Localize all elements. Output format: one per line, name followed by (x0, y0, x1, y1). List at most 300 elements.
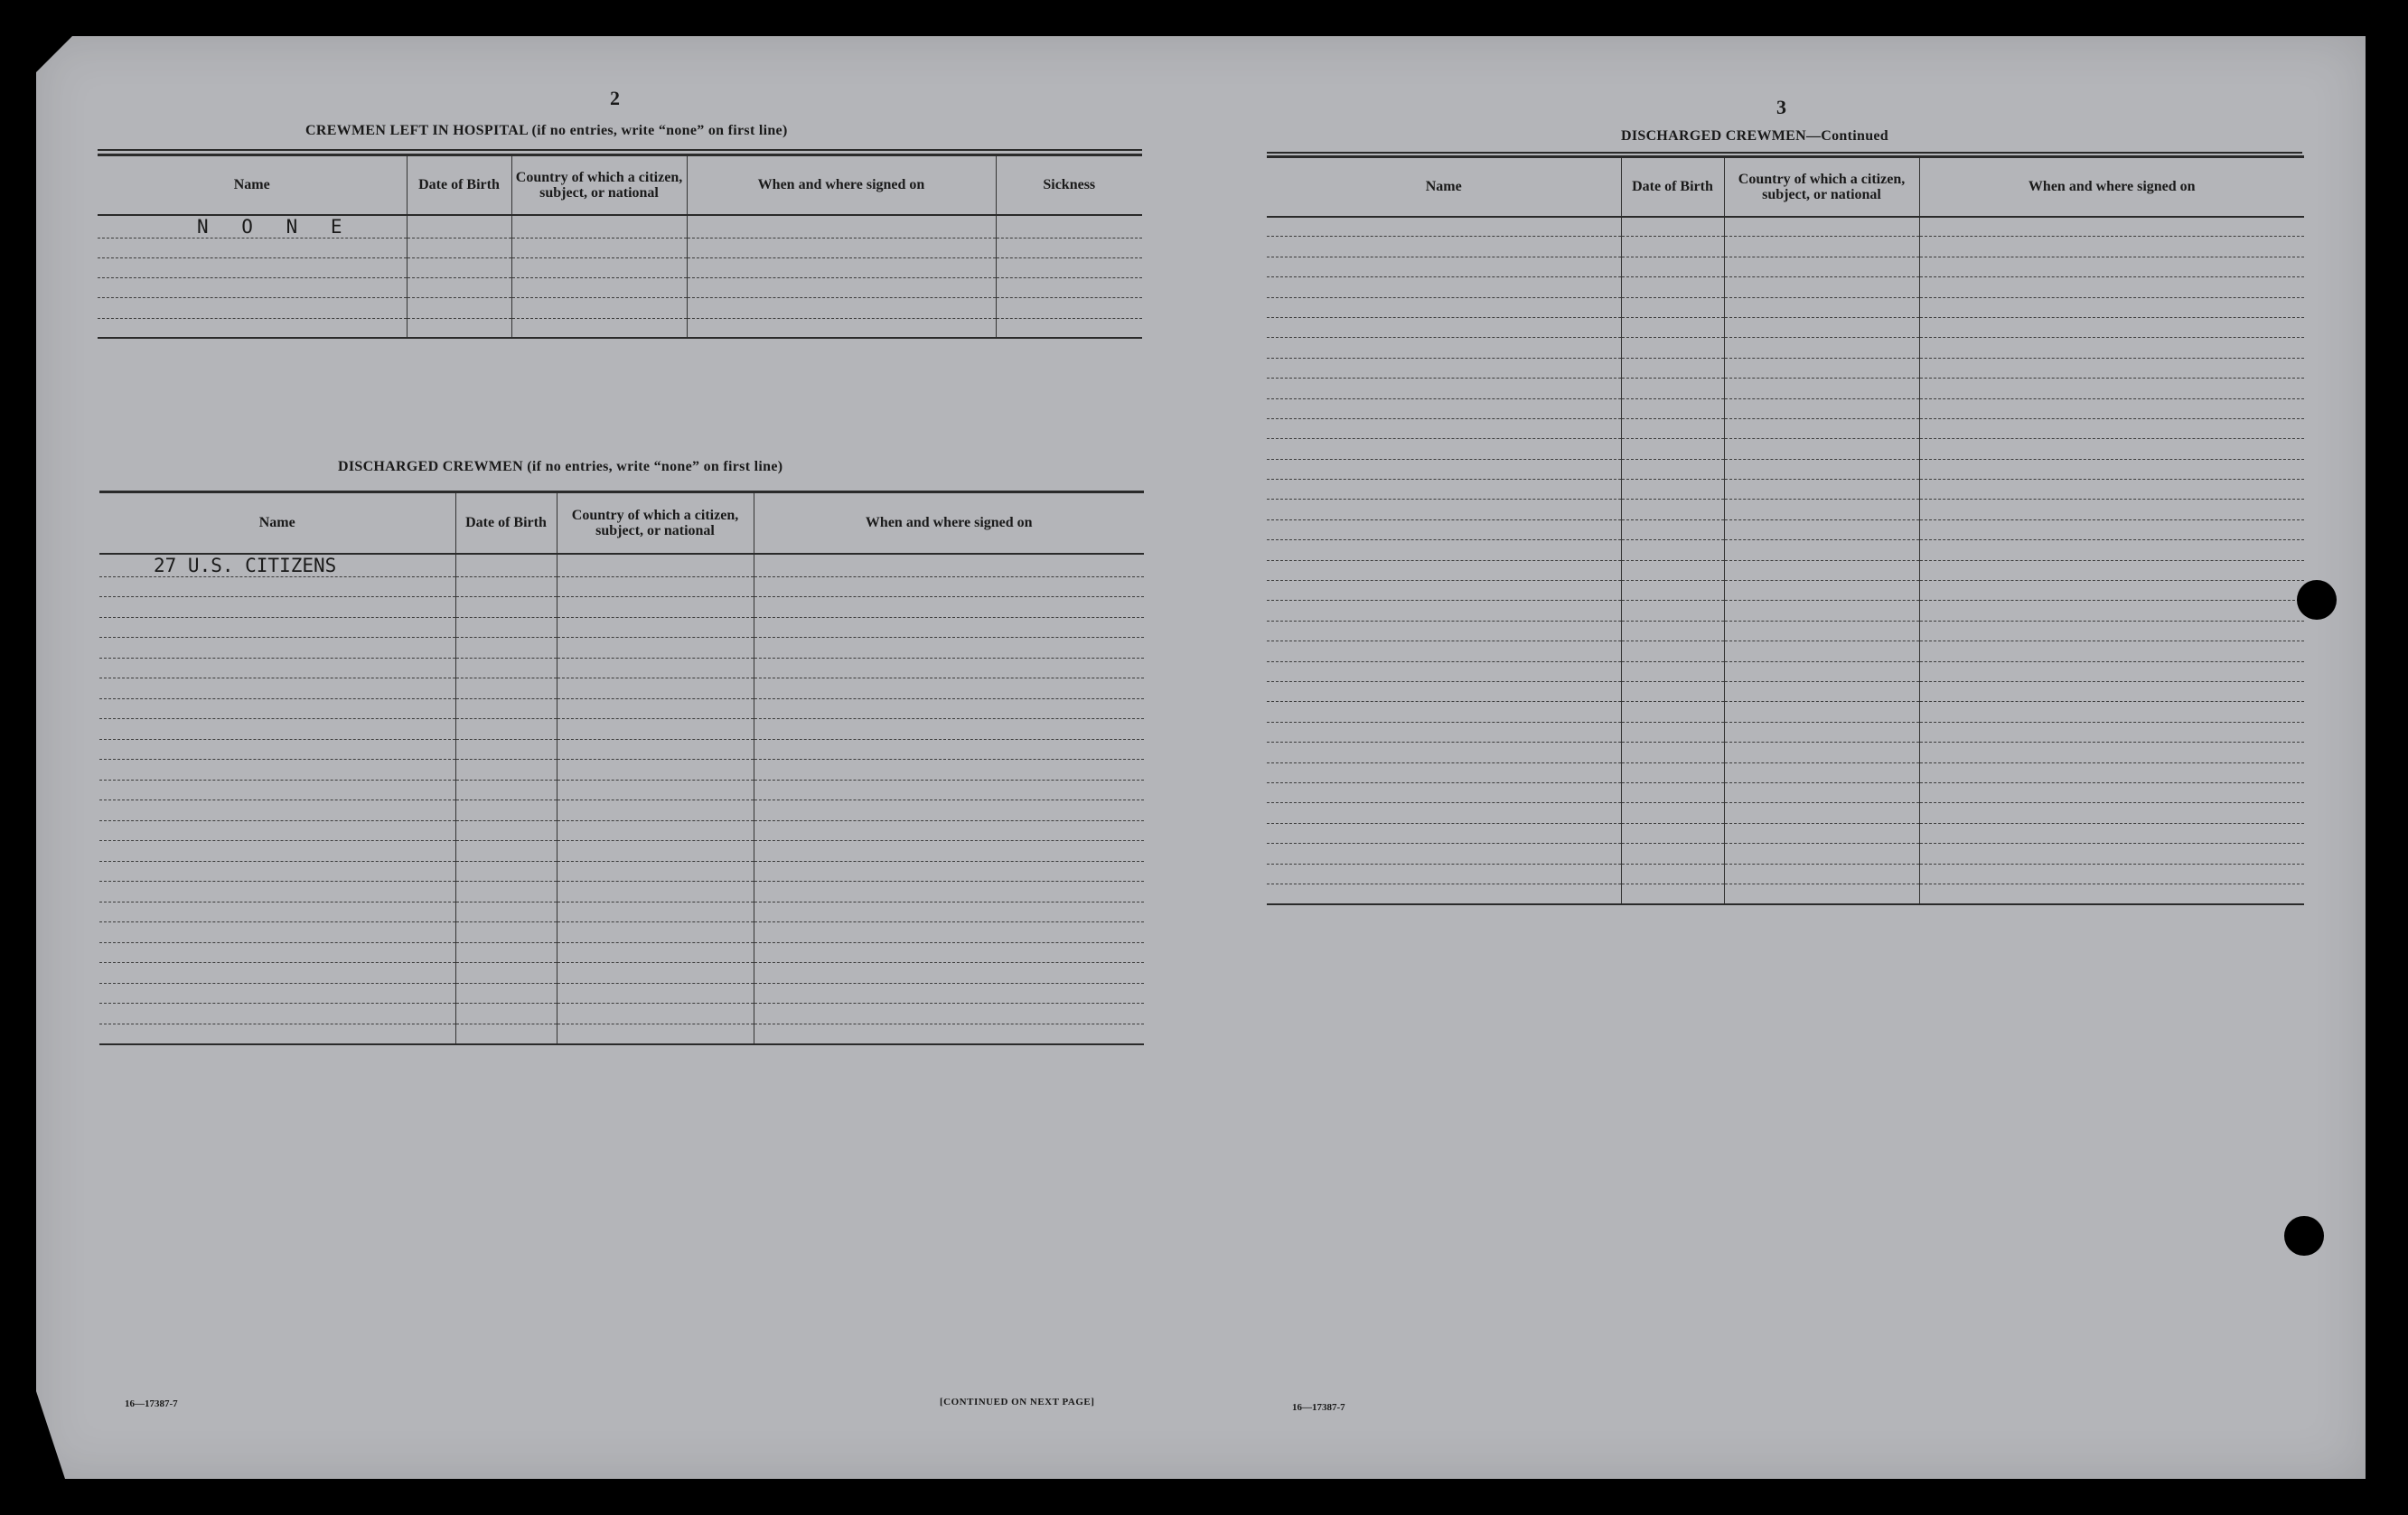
table-cell (557, 800, 754, 821)
table-row (98, 215, 1142, 238)
table-cell (1621, 257, 1724, 276)
table-cell (1621, 459, 1724, 479)
discharged-continued-table (1267, 155, 2304, 905)
top-rule (1267, 152, 2302, 154)
table-cell (754, 1024, 1144, 1044)
table-cell (557, 902, 754, 922)
table-cell (455, 658, 557, 678)
table-cell (511, 318, 687, 338)
name-cell (1267, 379, 1621, 398)
header-sickness: Sickness (996, 155, 1142, 215)
header-date-of-birth: Date of Birth (1621, 157, 1724, 217)
table-cell (754, 861, 1144, 882)
table-cell (557, 861, 754, 882)
table-row (98, 318, 1142, 338)
table-cell (1919, 803, 2304, 823)
table-cell (1919, 560, 2304, 580)
table-cell (1919, 439, 2304, 459)
table-cell (1724, 317, 1919, 337)
table-cell (455, 922, 557, 943)
table-cell (1621, 844, 1724, 864)
header-country: Country of which a citizen, subject, or national (557, 492, 754, 554)
table-cell (1919, 379, 2304, 398)
table-row (98, 238, 1142, 257)
table-row (99, 780, 1144, 800)
name-cell (99, 861, 455, 882)
table-cell (1621, 884, 1724, 903)
table-cell (1724, 823, 1919, 843)
table-cell (1919, 418, 2304, 438)
table-cell (557, 882, 754, 902)
table-row (1267, 540, 2304, 560)
name-cell (99, 841, 455, 862)
table-cell (1621, 358, 1724, 378)
table-cell (557, 922, 754, 943)
page-number: 3 (1776, 96, 1786, 118)
table-cell (1724, 803, 1919, 823)
table-cell (407, 257, 511, 277)
table-row (1267, 661, 2304, 681)
header-date-of-birth: Date of Birth (455, 492, 557, 554)
table-cell (1724, 500, 1919, 519)
table-row (1267, 358, 2304, 378)
table-cell (1724, 641, 1919, 661)
table-cell (407, 215, 511, 238)
table-cell (557, 698, 754, 719)
table-cell (557, 739, 754, 760)
discharged-table (99, 491, 1144, 1045)
table-cell (1724, 480, 1919, 500)
continued-note: [CONTINUED ON NEXT PAGE] (940, 1397, 1095, 1407)
table-row (1267, 297, 2304, 317)
name-cell (99, 597, 455, 618)
table-cell (455, 698, 557, 719)
table-cell (1919, 864, 2304, 884)
name-cell (99, 882, 455, 902)
name-cell (99, 658, 455, 678)
table-cell (1724, 661, 1919, 681)
punch-hole (2284, 1216, 2324, 1256)
table-cell (455, 942, 557, 963)
name-cell (1267, 237, 1621, 257)
name-cell (1267, 581, 1621, 601)
name-cell (99, 638, 455, 659)
name-cell (1267, 661, 1621, 681)
table-row (99, 597, 1144, 618)
table-cell (1621, 782, 1724, 802)
table-cell (557, 1024, 754, 1044)
table-row (1267, 418, 2304, 438)
table-row (1267, 480, 2304, 500)
name-cell (1267, 398, 1621, 418)
table-row (1267, 560, 2304, 580)
punch-hole (2297, 580, 2337, 620)
table-cell (1621, 418, 1724, 438)
name-cell (1267, 782, 1621, 802)
table-cell (687, 318, 996, 338)
table-cell (996, 257, 1142, 277)
table-cell (1724, 379, 1919, 398)
table-cell (1919, 540, 2304, 560)
table-cell (1724, 762, 1919, 782)
table-row (1267, 500, 2304, 519)
table-cell (1919, 398, 2304, 418)
table-cell (754, 902, 1144, 922)
table-cell (1919, 459, 2304, 479)
name-cell (99, 902, 455, 922)
name-cell (99, 983, 455, 1004)
name-cell (1267, 884, 1621, 903)
table-cell (1919, 762, 2304, 782)
name-cell: 27 U.S. CITIZENS (99, 554, 455, 577)
form-number: 16—17387-7 (1292, 1402, 1345, 1413)
folded-corner (36, 36, 72, 72)
table-cell (557, 678, 754, 699)
name-cell (99, 617, 455, 638)
torn-corner (36, 1391, 65, 1479)
table-cell (1919, 358, 2304, 378)
table-cell (687, 215, 996, 238)
table-cell (511, 215, 687, 238)
form-number: 16—17387-7 (125, 1398, 178, 1409)
table-cell (455, 678, 557, 699)
table-cell (455, 902, 557, 922)
table-cell (1621, 500, 1724, 519)
table-cell (754, 638, 1144, 659)
table-cell (557, 942, 754, 963)
header-signed-on: When and where signed on (687, 155, 996, 215)
table-cell (1621, 379, 1724, 398)
table-cell (455, 719, 557, 740)
table-cell (1724, 257, 1919, 276)
name-cell (99, 800, 455, 821)
name-cell (99, 963, 455, 984)
table-row (99, 963, 1144, 984)
table-cell (1724, 601, 1919, 621)
table-cell (1724, 722, 1919, 742)
table-cell (1919, 722, 2304, 742)
table-row (98, 298, 1142, 318)
table-cell (557, 658, 754, 678)
name-cell (1267, 641, 1621, 661)
name-cell (1267, 681, 1621, 701)
table-cell (996, 278, 1142, 298)
table-cell (1621, 681, 1724, 701)
table-cell (1621, 277, 1724, 297)
name-cell (1267, 297, 1621, 317)
table-cell (557, 1004, 754, 1024)
table-cell (1724, 782, 1919, 802)
table-cell (455, 617, 557, 638)
table-row (1267, 722, 2304, 742)
table-cell (1919, 621, 2304, 641)
table-cell (455, 576, 557, 597)
page-number: 2 (610, 87, 620, 109)
table-cell (754, 576, 1144, 597)
table-row (99, 760, 1144, 781)
table-cell (754, 963, 1144, 984)
hospital-section-title: CREWMEN LEFT IN HOSPITAL (if no entries, write “none” on first line) (305, 123, 788, 138)
table-row (1267, 823, 2304, 843)
table-cell (1621, 297, 1724, 317)
name-cell (1267, 338, 1621, 358)
table-row (98, 257, 1142, 277)
table-cell (1724, 581, 1919, 601)
table-cell (1621, 803, 1724, 823)
table-cell (754, 882, 1144, 902)
name-cell (1267, 823, 1621, 843)
name-cell (99, 942, 455, 963)
name-cell (99, 1004, 455, 1024)
table-row (1267, 338, 2304, 358)
table-cell (1724, 864, 1919, 884)
table-row (1267, 459, 2304, 479)
table-cell (1919, 277, 2304, 297)
table-cell (1621, 217, 1724, 237)
table-cell (1724, 560, 1919, 580)
hospital-table (98, 154, 1142, 339)
table-cell (1724, 237, 1919, 257)
table-row (1267, 743, 2304, 762)
table-row (1267, 237, 2304, 257)
name-cell (98, 278, 407, 298)
name-cell (98, 257, 407, 277)
table-cell (1919, 823, 2304, 843)
table-cell (455, 780, 557, 800)
table-cell (407, 298, 511, 318)
table-cell (455, 739, 557, 760)
table-cell (1724, 418, 1919, 438)
table-cell (996, 298, 1142, 318)
table-cell (754, 841, 1144, 862)
table-cell (455, 820, 557, 841)
table-cell (1621, 864, 1724, 884)
table-cell (1919, 297, 2304, 317)
name-cell (1267, 519, 1621, 539)
name-cell (99, 739, 455, 760)
table-cell (754, 780, 1144, 800)
table-row (98, 278, 1142, 298)
table-cell (557, 841, 754, 862)
table-cell (511, 238, 687, 257)
table-row (99, 719, 1144, 740)
table-cell (455, 861, 557, 882)
table-cell (754, 1004, 1144, 1024)
header-date-of-birth: Date of Birth (407, 155, 511, 215)
table-cell (1919, 641, 2304, 661)
table-row (99, 861, 1144, 882)
table-cell (1919, 237, 2304, 257)
name-cell: N O N E (98, 215, 407, 238)
name-cell (99, 1024, 455, 1044)
name-cell (1267, 864, 1621, 884)
name-cell (99, 698, 455, 719)
table-cell (1724, 844, 1919, 864)
table-cell (996, 238, 1142, 257)
name-cell (1267, 257, 1621, 276)
table-cell (1724, 743, 1919, 762)
table-cell (754, 658, 1144, 678)
table-cell (754, 820, 1144, 841)
table-row (99, 576, 1144, 597)
name-cell (99, 780, 455, 800)
table-row (99, 739, 1144, 760)
table-cell (687, 298, 996, 318)
table-row (99, 1024, 1144, 1044)
table-row (99, 902, 1144, 922)
name-cell (1267, 277, 1621, 297)
name-cell (98, 298, 407, 318)
table-cell (754, 554, 1144, 577)
name-cell (1267, 844, 1621, 864)
table-cell (455, 882, 557, 902)
name-cell (1267, 317, 1621, 337)
table-row (99, 841, 1144, 862)
name-cell (99, 576, 455, 597)
name-cell (99, 678, 455, 699)
table-row (1267, 702, 2304, 722)
table-cell (557, 554, 754, 577)
table-cell (1724, 884, 1919, 903)
table-cell (1724, 519, 1919, 539)
table-cell (1724, 459, 1919, 479)
table-cell (1621, 823, 1724, 843)
name-cell (99, 760, 455, 781)
table-cell (1621, 540, 1724, 560)
table-row (1267, 217, 2304, 237)
name-cell (1267, 803, 1621, 823)
table-cell (1621, 743, 1724, 762)
name-cell (1267, 480, 1621, 500)
header-name: Name (1267, 157, 1621, 217)
table-row (99, 882, 1144, 902)
table-cell (1724, 540, 1919, 560)
table-row (1267, 601, 2304, 621)
table-cell (1621, 661, 1724, 681)
table-row (99, 658, 1144, 678)
table-cell (557, 719, 754, 740)
name-cell (1267, 560, 1621, 580)
table-cell (407, 238, 511, 257)
header-signed-on: When and where signed on (754, 492, 1144, 554)
header-country: Country of which a citizen, subject, or national (1724, 157, 1919, 217)
table-cell (1919, 217, 2304, 237)
table-cell (1919, 782, 2304, 802)
table-cell (455, 638, 557, 659)
table-cell (1724, 681, 1919, 701)
name-cell (99, 820, 455, 841)
table-cell (557, 638, 754, 659)
table-row (1267, 782, 2304, 802)
table-cell (1724, 439, 1919, 459)
table-row (99, 922, 1144, 943)
table-cell (1919, 581, 2304, 601)
name-cell (99, 922, 455, 943)
table-cell (407, 278, 511, 298)
header-country: Country of which a citizen, subject, or national (511, 155, 687, 215)
discharged-section-title: DISCHARGED CREWMEN (if no entries, write “none” on first line) (338, 459, 783, 474)
name-cell (1267, 601, 1621, 621)
table-row (1267, 398, 2304, 418)
table-cell (1621, 560, 1724, 580)
header-signed-on: When and where signed on (1919, 157, 2304, 217)
table-cell (754, 719, 1144, 740)
name-cell (1267, 702, 1621, 722)
table-cell (996, 318, 1142, 338)
table-row (1267, 581, 2304, 601)
name-cell (98, 318, 407, 338)
table-row (1267, 762, 2304, 782)
table-cell (754, 617, 1144, 638)
table-cell (754, 678, 1144, 699)
table-cell (1621, 519, 1724, 539)
table-row (1267, 844, 2304, 864)
table-cell (1621, 621, 1724, 641)
table-cell (557, 820, 754, 841)
table-cell (1919, 601, 2304, 621)
table-cell (1724, 398, 1919, 418)
table-cell (1919, 257, 2304, 276)
table-row (99, 698, 1144, 719)
name-cell (1267, 722, 1621, 742)
name-cell (1267, 358, 1621, 378)
name-cell (1267, 743, 1621, 762)
table-row (1267, 277, 2304, 297)
table-cell (1621, 722, 1724, 742)
name-cell (98, 238, 407, 257)
table-cell (687, 278, 996, 298)
table-cell (455, 554, 557, 577)
table-cell (1621, 601, 1724, 621)
table-cell (754, 983, 1144, 1004)
name-cell (1267, 418, 1621, 438)
table-row (99, 942, 1144, 963)
table-row (1267, 641, 2304, 661)
table-row (1267, 379, 2304, 398)
table-cell (1724, 358, 1919, 378)
table-cell (1621, 398, 1724, 418)
name-cell (1267, 540, 1621, 560)
table-cell (1919, 480, 2304, 500)
table-cell (687, 238, 996, 257)
header-name: Name (98, 155, 407, 215)
table-cell (1724, 702, 1919, 722)
table-cell (557, 576, 754, 597)
table-cell (557, 963, 754, 984)
table-row (1267, 681, 2304, 701)
name-cell (1267, 762, 1621, 782)
table-row (1267, 439, 2304, 459)
table-cell (1621, 762, 1724, 782)
table-row (99, 638, 1144, 659)
table-cell (687, 257, 996, 277)
table-cell (557, 617, 754, 638)
table-cell (1919, 338, 2304, 358)
table-row (1267, 803, 2304, 823)
table-row (99, 617, 1144, 638)
table-cell (557, 760, 754, 781)
table-row (1267, 864, 2304, 884)
table-cell (1621, 702, 1724, 722)
table-cell (455, 800, 557, 821)
table-row (99, 1004, 1144, 1024)
table-cell (1621, 439, 1724, 459)
table-cell (1724, 277, 1919, 297)
header-name: Name (99, 492, 455, 554)
table-row (99, 800, 1144, 821)
table-row (1267, 519, 2304, 539)
table-cell (754, 597, 1144, 618)
